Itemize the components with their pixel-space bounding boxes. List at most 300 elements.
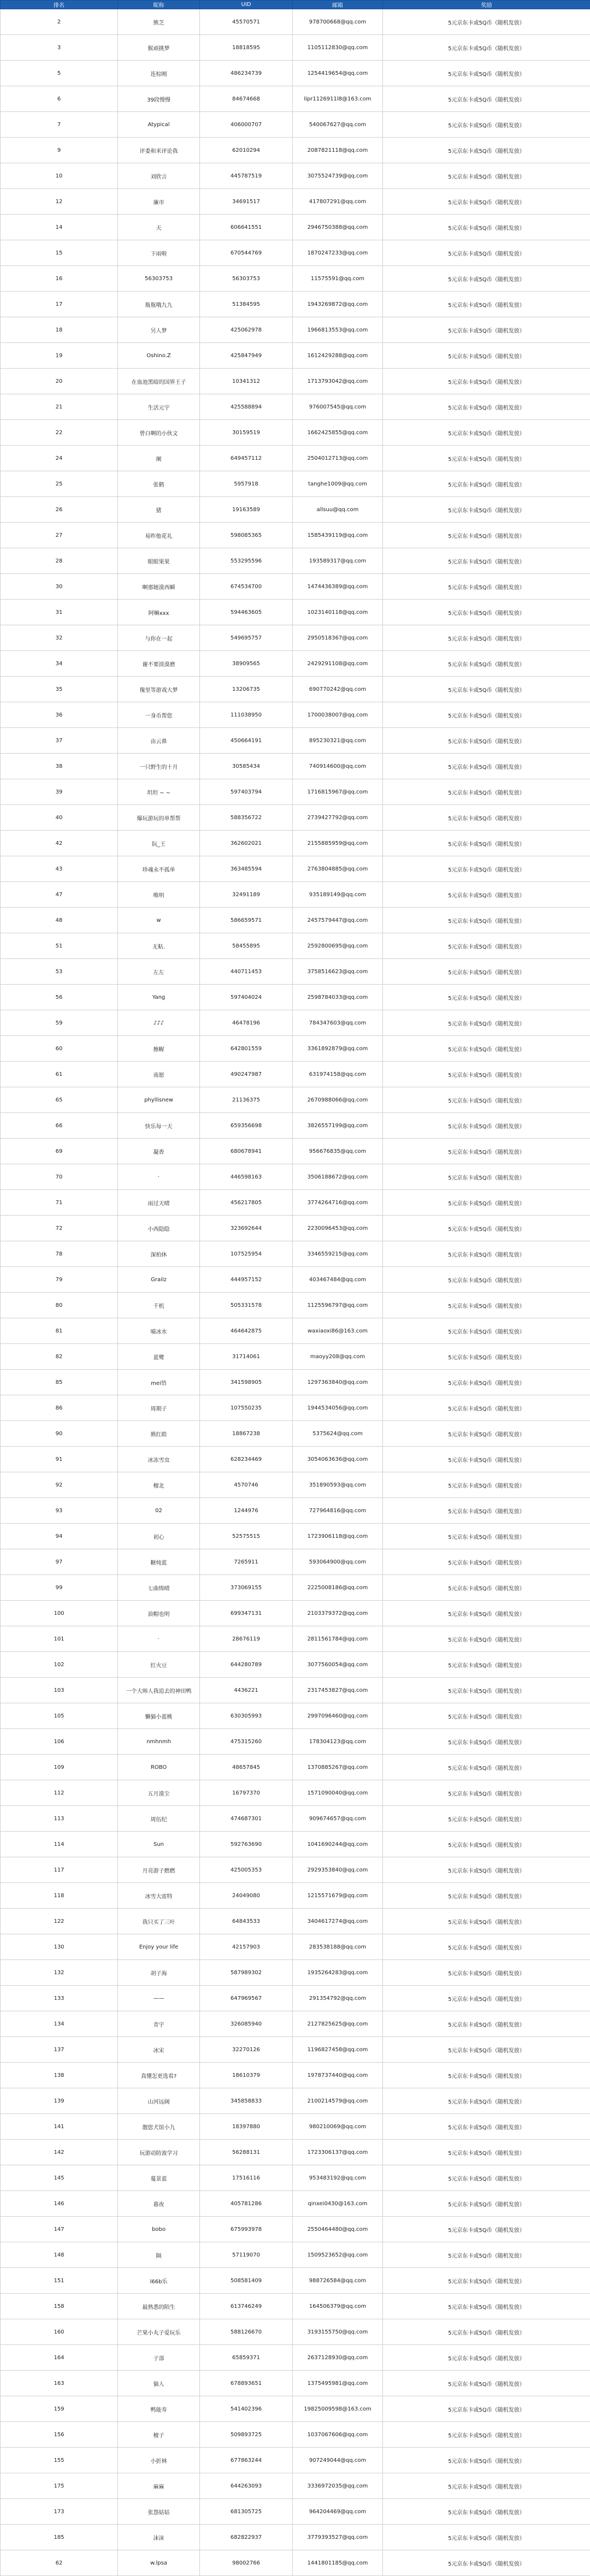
reward-cell: 5元京东卡或5Q币（随机发放） [383,959,590,985]
table-body [1,9,590,2576]
uid-cell: 64843533 [200,1909,293,1934]
reward-cell: 5元京东卡或5Q币（随机发放） [383,600,590,625]
reward-cell: 5元京东卡或5Q币（随机发放） [383,1857,590,1883]
table-row [1,600,590,625]
table-row [1,1626,590,1652]
reward-cell: 5元京东卡或5Q币（随机发放） [383,2268,590,2294]
reward-cell: 5元京东卡或5Q币（随机发放） [383,497,590,523]
table-row [1,882,590,908]
table-row [1,471,590,497]
uid-cell: 65859371 [200,2345,293,2371]
reward-cell: 5元京东卡或5Q币（随机发放） [383,2037,590,2063]
nickname-cell: Oshino.Z [118,343,200,369]
uid-cell: 48657845 [200,1755,293,1780]
nickname-cell: mei悟 [118,1370,200,1395]
email-cell: 3361892879@qq.com [293,1036,383,1062]
email-cell: 3758516623@qq.com [293,959,383,985]
nickname-cell: 浪帽也明 [118,1601,200,1626]
reward-cell: 5元京东卡或5Q币（随机发放） [383,1293,590,1318]
table-row [1,2422,590,2448]
rank-cell: 163 [1,2371,118,2396]
rank-cell: 151 [1,2268,118,2294]
nickname-cell: · [118,1164,200,1190]
rank-cell: 66 [1,1113,118,1139]
table-row [1,317,590,343]
nickname-cell: 胡子海 [118,1960,200,1986]
uid-cell: 425847949 [200,343,293,369]
table-row [1,446,590,471]
rank-cell: 47 [1,882,118,908]
reward-cell: 5元京东卡或5Q币（随机发放） [383,1626,590,1652]
email-cell: 1716815967@qq.com [293,779,383,805]
reward-cell: 5元京东卡或5Q币（随机发放） [383,1344,590,1370]
nickname-cell: 麻麻 [118,2473,200,2499]
reward-cell: 5元京东卡或5Q币（随机发放） [383,1113,590,1139]
rank-cell: 34 [1,651,118,677]
nickname-cell: 一只野生的十月 [118,754,200,779]
uid-cell: 425062978 [200,317,293,343]
uid-cell: 18610379 [200,2063,293,2088]
reward-cell: 5元京东卡或5Q币（随机发放） [383,189,590,215]
reward-cell: 5元京东卡或5Q币（随机发放） [383,548,590,574]
uid-cell: 440711453 [200,959,293,985]
email-cell: 1509523652@qq.com [293,2242,383,2268]
reward-cell: 5元京东卡或5Q币（随机发放） [383,343,590,369]
header-uid: UID [200,1,293,9]
reward-cell: 5元京东卡或5Q币（随机发放） [383,2473,590,2499]
nickname-cell: w.lpsa [118,2550,200,2576]
email-cell: 3077560054@qq.com [293,1652,383,1678]
nickname-cell: 暮夜 [118,2191,200,2217]
uid-cell: 345858833 [200,2088,293,2114]
nickname-cell: 一个大师人我追去的神田鸭 [118,1678,200,1703]
uid-cell: 490247987 [200,1062,293,1087]
uid-cell: 1244976 [200,1498,293,1524]
email-cell: 540067627@qq.com [293,112,383,138]
uid-cell: 682822937 [200,2525,293,2550]
rank-cell: 90 [1,1421,118,1447]
uid-cell: 30585434 [200,754,293,779]
reward-cell: 5元京东卡或5Q币（随机发放） [383,2088,590,2114]
nickname-cell: phyllisnew [118,1087,200,1113]
table-row [1,163,590,189]
rank-cell: 32 [1,625,118,651]
nickname-cell: 与你在一起 [118,625,200,651]
email-cell: 953483192@qq.com [293,2165,383,2191]
table-row [1,2448,590,2473]
table-row [1,2319,590,2345]
email-cell: 740914600@qq.com [293,754,383,779]
uid-cell: 649457112 [200,446,293,471]
email-cell: 3075524739@qq.com [293,163,383,189]
email-cell: 2429291108@qq.com [293,651,383,677]
table-row [1,2371,590,2396]
table-row [1,548,590,574]
email-cell: 2739427792@qq.com [293,805,383,831]
table-row [1,2063,590,2088]
reward-cell: 5元京东卡或5Q币（随机发放） [383,2114,590,2140]
reward-cell: 5元京东卡或5Q币（随机发放） [383,1447,590,1472]
uid-cell: 444957152 [200,1267,293,1293]
rank-cell: 7 [1,112,118,138]
table-row [1,1164,590,1190]
nickname-cell: 一身币帮您 [118,702,200,728]
table-row [1,1087,590,1113]
uid-cell: 594463605 [200,600,293,625]
email-cell: 631974158@qq.com [293,1062,383,1087]
nickname-cell: 啊那她漠西瞬 [118,574,200,600]
table-row [1,1216,590,1241]
nickname-cell: 曾白啊的小伙文 [118,420,200,446]
uid-cell: 553295596 [200,548,293,574]
uid-cell: 62010294 [200,138,293,163]
reward-cell: 5元京东卡或5Q币（随机发放） [383,266,590,292]
rank-cell: 5 [1,61,118,86]
rank-cell: 10 [1,163,118,189]
rank-cell: 109 [1,1755,118,1780]
nickname-cell: 02 [118,1498,200,1524]
uid-cell: 630305993 [200,1703,293,1729]
email-cell: 988726584@qq.com [293,2268,383,2294]
rank-cell: 65 [1,1087,118,1113]
table-row [1,1344,590,1370]
table-row [1,959,590,985]
nickname-cell: 猴顽挑梦 [118,35,200,61]
rank-cell: 130 [1,1934,118,1960]
table-row [1,1960,590,1986]
table-row [1,1472,590,1498]
nickname-cell: 周期子 [118,1395,200,1421]
reward-cell: 5元京东卡或5Q币（随机发放） [383,1010,590,1036]
table-row [1,1780,590,1806]
rank-cell: 59 [1,1010,118,1036]
nickname-cell: 谢不要淡漠磨 [118,651,200,677]
reward-cell: 5元京东卡或5Q币（随机发放） [383,2011,590,2037]
email-cell: 895230321@qq.com [293,728,383,754]
rank-cell: 72 [1,1216,118,1241]
uid-cell: 456217805 [200,1190,293,1216]
table-row [1,1267,590,1293]
email-cell: 2317453827@qq.com [293,1678,383,1703]
email-cell: 417807291@qq.com [293,189,383,215]
table-row [1,2345,590,2371]
rank-cell: 112 [1,1780,118,1806]
email-cell: 1935264283@qq.com [293,1960,383,1986]
email-cell: 3346559215@qq.com [293,1241,383,1267]
reward-cell: 5元京东卡或5Q币（随机发放） [383,1370,590,1395]
table-row [1,779,590,805]
table-row [1,2396,590,2422]
nickname-cell: 在血池黑暗的国界王子 [118,369,200,394]
table-row [1,420,590,446]
nickname-cell: ♪♪♪ [118,1010,200,1036]
rank-cell: 30 [1,574,118,600]
uid-cell: 445787519 [200,163,293,189]
uid-cell: 323692644 [200,1216,293,1241]
reward-cell: 5元京东卡或5Q币（随机发放） [383,86,590,112]
uid-cell: 21136375 [200,1087,293,1113]
reward-cell: 5元京东卡或5Q币（随机发放） [383,1395,590,1421]
rank-cell: 71 [1,1190,118,1216]
rank-cell: 9 [1,138,118,163]
nickname-cell: 无粘. [118,933,200,959]
rank-cell: 185 [1,2525,118,2550]
table-row [1,1678,590,1703]
table-row [1,343,590,369]
reward-cell: 5元京东卡或5Q币（随机发放） [383,831,590,856]
nickname-cell: 五月漠尘 [118,1780,200,1806]
header-reward: 奖励 [383,1,590,9]
email-cell: 1966813553@qq.com [293,317,383,343]
email-cell: qinxei0430@163.com [293,2191,383,2217]
email-cell: 593064900@qq.com [293,1549,383,1575]
email-cell: 1297363840@qq.com [293,1370,383,1395]
table-row [1,702,590,728]
rank-cell: 38 [1,754,118,779]
rank-cell: 160 [1,2319,118,2345]
email-cell: 964204469@qq.com [293,2499,383,2525]
uid-cell: 16797370 [200,1780,293,1806]
table-row [1,1832,590,1857]
uid-cell: 98002766 [200,2550,293,2576]
uid-cell: 678893651 [200,2371,293,2396]
email-cell: 784347603@qq.com [293,1010,383,1036]
email-cell: 2100214579@qq.com [293,2088,383,2114]
rank-cell: 133 [1,1986,118,2011]
email-cell: 2457579447@qq.com [293,908,383,933]
rank-cell: 70 [1,1164,118,1190]
rank-cell: 138 [1,2063,118,2088]
rank-cell: 101 [1,1626,118,1652]
table-row [1,1318,590,1344]
table-row [1,908,590,933]
reward-cell: 5元京东卡或5Q币（随机发放） [383,625,590,651]
uid-cell: 586659571 [200,908,293,933]
table-header [1,1,590,9]
rank-cell: 147 [1,2217,118,2242]
table-row [1,933,590,959]
uid-cell: 587989302 [200,1960,293,1986]
nickname-cell: 冰冻雪虫 [118,1447,200,1472]
uid-cell: 56288131 [200,2140,293,2165]
reward-cell: 5元京东卡或5Q币（随机发放） [383,1036,590,1062]
reward-cell: 5元京东卡或5Q币（随机发放） [383,112,590,138]
email-cell: 1723906118@qq.com [293,1524,383,1549]
nickname-cell: 檀北 [118,1472,200,1498]
email-cell: 1041690244@qq.com [293,1832,383,1857]
reward-cell: 5元京东卡或5Q币（随机发放） [383,2140,590,2165]
email-cell: 2637128930@qq.com [293,2345,383,2371]
table-row [1,728,590,754]
rank-cell: 61 [1,1062,118,1087]
reward-cell: 5元京东卡或5Q币（随机发放） [383,1190,590,1216]
uid-cell: 505331578 [200,1293,293,1318]
nickname-cell: 猫人 [118,2371,200,2396]
uid-cell: 486234739 [200,61,293,86]
reward-cell: 5元京东卡或5Q币（随机发放） [383,728,590,754]
email-cell: 193589317@qq.com [293,548,383,574]
rank-cell: 39 [1,779,118,805]
reward-cell: 5元京东卡或5Q币（随机发放） [383,1549,590,1575]
email-cell: 1662425855@qq.com [293,420,383,446]
rank-cell: 26 [1,497,118,523]
email-cell: 11575591@qq.com [293,266,383,292]
email-cell: 1978737440@qq.com [293,2063,383,2088]
uid-cell: 17516116 [200,2165,293,2191]
reward-cell: 5元京东卡或5Q币（随机发放） [383,1652,590,1678]
reward-cell: 5元京东卡或5Q币（随机发放） [383,882,590,908]
email-cell: 3774264716@qq.com [293,1190,383,1216]
rank-cell: 35 [1,677,118,702]
table-row [1,2011,590,2037]
email-cell: 178304123@qq.com [293,1729,383,1755]
nickname-cell: 坦坦 ~ ~ [118,779,200,805]
rank-cell: 17 [1,292,118,317]
rank-cell: 80 [1,1293,118,1318]
table-row [1,985,590,1010]
rank-cell: 132 [1,1960,118,1986]
rank-cell: 3 [1,35,118,61]
nickname-cell: 七曲绵晴 [118,1575,200,1601]
uid-cell: 406000707 [200,112,293,138]
reward-cell: 5元京东卡或5Q币（随机发放） [383,933,590,959]
uid-cell: 509893725 [200,2422,293,2448]
uid-cell: 5957918 [200,471,293,497]
nickname-cell: 眼眼果果 [118,548,200,574]
nickname-cell: 生活元宇 [118,394,200,420]
uid-cell: 111038950 [200,702,293,728]
rank-cell: 20 [1,369,118,394]
uid-cell: 58455895 [200,933,293,959]
table-row [1,2037,590,2063]
uid-cell: 32270126 [200,2037,293,2063]
uid-cell: 598085365 [200,523,293,548]
rank-cell: 78 [1,1241,118,1267]
reward-cell: 5元京东卡或5Q币（随机发放） [383,2063,590,2088]
rank-cell: 82 [1,1344,118,1370]
nickname-cell: 评委和米评论我 [118,138,200,163]
nickname-cell: 珍魂永不孤单 [118,856,200,882]
uid-cell: 31714061 [200,1344,293,1370]
reward-cell: 5元京东卡或5Q币（随机发放） [383,856,590,882]
uid-cell: 405781286 [200,2191,293,2217]
nickname-cell: 凝香 [118,1139,200,1164]
rank-cell: 62 [1,2550,118,2576]
email-cell: lipr1126911l8@163.com [293,86,383,112]
rank-cell: 27 [1,523,118,548]
email-cell: 1215571679@qq.com [293,1883,383,1909]
reward-cell: 5元京东卡或5Q币（随机发放） [383,35,590,61]
rank-cell: 6 [1,86,118,112]
table-row [1,625,590,651]
reward-cell: 5元京东卡或5Q币（随机发放） [383,908,590,933]
table-row [1,292,590,317]
reward-cell: 5元京东卡或5Q币（随机发放） [383,317,590,343]
table-row [1,2473,590,2499]
reward-cell: 5元京东卡或5Q币（随机发放） [383,2499,590,2525]
reward-cell: 5元京东卡或5Q币（随机发放） [383,523,590,548]
rank-cell: 18 [1,317,118,343]
email-cell: allsuu@qq.com [293,497,383,523]
rank-cell: 97 [1,1549,118,1575]
rank-cell: 175 [1,2473,118,2499]
table-row [1,1703,590,1729]
uid-cell: 45570571 [200,9,293,35]
nickname-cell: 另人梦 [118,317,200,343]
uid-cell: 107550235 [200,1395,293,1421]
email-cell: 283538188@qq.com [293,1934,383,1960]
email-cell: 3826557199@qq.com [293,1113,383,1139]
nickname-cell: 周伍纪 [118,1806,200,1832]
email-cell: 2155885959@qq.com [293,831,383,856]
nickname-cell: 熊芝 [118,9,200,35]
uid-cell: 606641551 [200,215,293,240]
rank-cell: 28 [1,548,118,574]
uid-cell: 51384595 [200,292,293,317]
uid-cell: 18397880 [200,2114,293,2140]
reward-cell: 5元京东卡或5Q币（随机发放） [383,2217,590,2242]
nickname-cell: 39段慢慢 [118,86,200,112]
reward-cell: 5元京东卡或5Q币（随机发放） [383,1139,590,1164]
table-row [1,2191,590,2217]
nickname-cell: 张怨姑姑 [118,2499,200,2525]
rank-cell: 16 [1,266,118,292]
email-cell: 1037067606@qq.com [293,2422,383,2448]
email-cell: 2225008186@qq.com [293,1575,383,1601]
nickname-cell: 阮_王 [118,831,200,856]
rank-cell: 142 [1,2140,118,2165]
uid-cell: 107525954 [200,1241,293,1267]
uid-cell: 425005353 [200,1857,293,1883]
email-cell: 2103379372@qq.com [293,1601,383,1626]
nickname-cell: 擦幄 [118,1036,200,1062]
rank-cell: 40 [1,805,118,831]
rank-cell: 173 [1,2499,118,2525]
table-row [1,1370,590,1395]
table-row [1,1293,590,1318]
reward-cell: 5元京东卡或5Q币（随机发放） [383,754,590,779]
table-row [1,1934,590,1960]
reward-cell: 5元京东卡或5Q币（随机发放） [383,2371,590,2396]
uid-cell: 84674668 [200,86,293,112]
reward-cell: 5元京东卡或5Q币（随机发放） [383,677,590,702]
uid-cell: 28676119 [200,1626,293,1652]
table-row [1,1190,590,1216]
table-row [1,394,590,420]
reward-cell: 5元京东卡或5Q币（随机发放） [383,574,590,600]
reward-cell: 5元京东卡或5Q币（随机发放） [383,702,590,728]
reward-cell: 5元京东卡或5Q币（随机发放） [383,1267,590,1293]
reward-cell: 5元京东卡或5Q币（随机发放） [383,394,590,420]
email-cell: 351890593@qq.com [293,1472,383,1498]
email-cell: 2550464480@qq.com [293,2217,383,2242]
rank-cell: 85 [1,1370,118,1395]
rank-cell: 93 [1,1498,118,1524]
reward-cell: 5元京东卡或5Q币（随机发放） [383,2191,590,2217]
uid-cell: 56303753 [200,266,293,292]
email-cell: 3506188672@qq.com [293,1164,383,1190]
email-cell: 909674657@qq.com [293,1806,383,1832]
nickname-cell: 最熟悉的陌生 [118,2294,200,2319]
table-row [1,1421,590,1447]
nickname-cell: 芒果小丸子爱玩乐 [118,2319,200,2345]
nickname-cell: 傀里等游戏大梦 [118,677,200,702]
uid-cell: 38909565 [200,651,293,677]
reward-cell: 5元京东卡或5Q币（随机发放） [383,779,590,805]
nickname-cell: 冰雪大雷特 [118,1883,200,1909]
nickname-cell: 张鹤 [118,471,200,497]
email-cell: 164506379@qq.com [293,2294,383,2319]
